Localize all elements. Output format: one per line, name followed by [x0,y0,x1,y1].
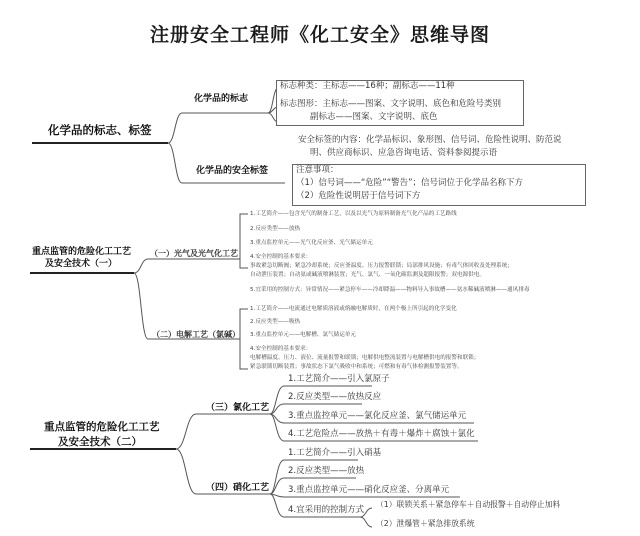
branch-electrolysis: （二）电解工艺（氯碱） [152,330,240,339]
electrolysis-item-2: 2.反应类型——吸热 [250,319,301,325]
section-3-label-line-1: 重点监管的危险化工工艺 [44,421,160,433]
section-2-label-line-2: 及安全技术（一） [45,259,118,269]
branch-phosgene: （一）光气及光气化工艺 [150,249,238,258]
nitration-item-1: 1.工艺简介——引入硝基 [288,448,382,458]
marks-item-2: 标志图形：主标志——图案、文字说明、底色和危险号类别 [280,99,502,109]
section-1-label: 化学品的标志、标签 [48,123,152,137]
branch-nitration: （四）硝化工艺 [206,483,270,493]
branch-chlorination: （三）氯化工艺 [206,403,270,413]
electrolysis-item-5: 电解槽温度、压力、液位、流量报警和联锁；电解供电整流装置与电解槽供电的报警和联锁； [250,355,480,361]
marks-item-3: 副标志——图案、文字说明、底色 [310,112,438,122]
safety-label-content-1: 安全标签的内容：化学品标识、象形图、信号词、危险性说明、防范说 [298,135,562,145]
notice-item-1: （1）信号词——“危险”“警告”；信号词位于化学品名称下方 [296,178,524,188]
phosgene-item-6: 自动泄压装置；自动氨或碱液喷淋装置；光气、氯气、一氧化碳监测及超限报警；双电源供电。 [250,272,485,278]
electrolysis-item-1: 1.工艺简介——电流通过电解质溶液或熔融电解质时，在两个极上所引起的化学变化 [250,306,457,312]
marks-item-1: 标志种类：主标志——16种；副标志——11种 [280,81,455,91]
phosgene-item-1: 1.工艺简介——包含光气的制备工艺，以及以光气为原料制备光气化产品的工艺路线 [250,211,457,217]
electrolysis-item-4: 4.安全控制的基本要求： [250,346,312,352]
chlorination-item-4: 4.工艺危险点——放热＋有毒＋爆炸＋腐蚀＋氯化 [288,429,475,439]
chlorination-item-3: 3.重点监控单元——氯化反应釜、氯气储运单元 [288,411,467,421]
phosgene-item-3: 3.重点监控单元——光气化反应釜、光气储运单元 [250,240,373,246]
safety-label-content-2: 明、供应商标识、应急咨询电话、资料参阅提示语 [310,148,498,158]
phosgene-item-4: 4.安全控制的基本要求： [250,254,312,260]
branch-safety-label: 化学品的安全标签 [196,166,269,176]
phosgene-item-5: 事故紧急切断阀；紧急冷却系统；反应釜温度、压力报警联锁；局部排风设施；有毒气体回收及处理系统； [250,263,513,269]
nitration-item-2: 2.反应类型——放热 [288,466,365,476]
phosgene-item-7: 5.宜采用的控制方式：异常情况——紧急停车——冷却降温——物料导入事故槽——氨水稀碱液喷淋——通风排毒 [250,287,530,293]
phosgene-item-2: 2.反应类型——放热 [250,226,301,232]
chlorination-item-2: 2.反应类型——放热反应 [288,392,382,402]
electrolysis-item-6: 紧急联锁切断装置；事故状态下氯气吸收中和系统；可燃和有毒气体检测报警装置等。 [250,364,463,370]
electrolysis-item-3: 3.重点监控单元——电解槽、氯气储运单元 [250,332,357,338]
chlorination-item-1: 1.工艺简介——引入氯原子 [288,374,390,384]
notice-title: 注意事项： [296,165,339,175]
nitration-control-2: （2）泄爆管＋紧急排放系统 [376,519,475,528]
notice-item-2: （2）危险性说明居于信号词下方 [296,191,421,201]
section-2-label-line-1: 重点监管的危险化工工艺 [32,247,132,257]
nitration-control-1: （1）联锁关系＋紧急停车＋自动报警＋自动停止加料 [376,500,561,509]
nitration-item-3: 3.重点监控单元——硝化反应釜、分离单元 [288,485,450,495]
page-title: 注册安全工程师《化工安全》思维导图 [149,24,490,46]
nitration-item-4: 4.宜采用的控制方式 [288,505,365,515]
section-3-label-line-2: 及安全技术（二） [58,436,142,448]
branch-chemical-marks: 化学品的标志 [194,94,249,104]
